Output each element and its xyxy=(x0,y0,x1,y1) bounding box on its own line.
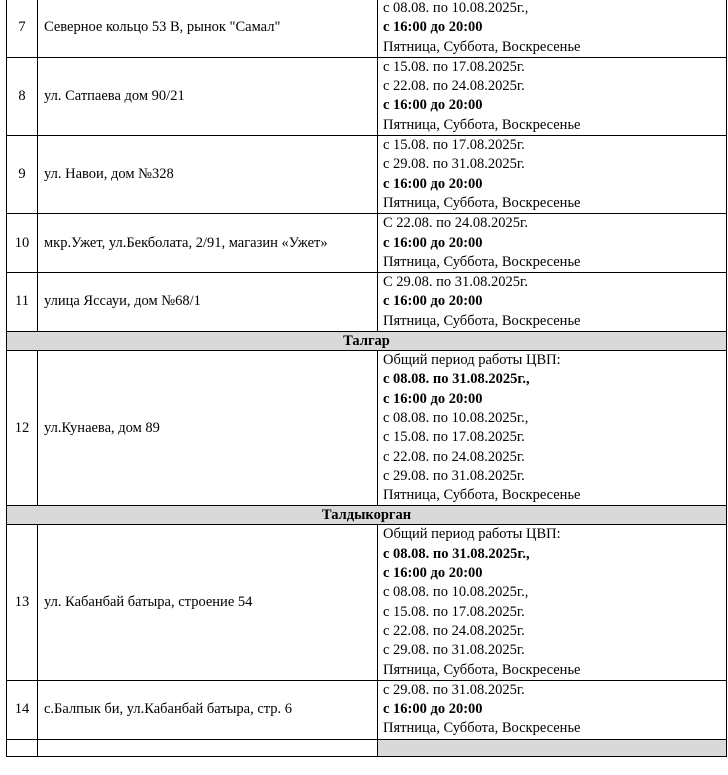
schedule-cell xyxy=(378,0,727,57)
schedule-line: с 22.08. по 24.08.2025г. xyxy=(383,622,525,639)
schedule-line-bold: с 16:00 до 20:00 xyxy=(383,19,483,36)
empty-cell xyxy=(38,739,378,756)
schedule-line-bold: с 16:00 до 20:00 xyxy=(383,293,483,310)
table-row xyxy=(7,136,727,214)
section-title: Талгар xyxy=(7,332,727,351)
schedule-line-bold: с 08.08. по 31.08.2025г., xyxy=(383,371,530,388)
table-row xyxy=(7,214,727,273)
schedule-line: Общий период работы ЦВП: xyxy=(383,352,561,369)
schedule-line: Пятница, Суббота, Воскресенье xyxy=(383,720,581,737)
schedule-line: С 22.08. по 24.08.2025г. xyxy=(383,215,528,232)
schedule-line: Пятница, Суббота, Воскресенье xyxy=(383,116,581,133)
row-number: 14 xyxy=(7,680,38,739)
row-number: 11 xyxy=(7,273,38,332)
schedule-cell xyxy=(378,680,727,739)
address-cell: ул. Кабанбай батыра, строение 54 xyxy=(38,525,378,680)
schedule-line: с 15.08. по 17.08.2025г. xyxy=(383,137,525,154)
schedule-line-bold: с 16:00 до 20:00 xyxy=(383,97,483,114)
schedule-line: Пятница, Суббота, Воскресенье xyxy=(383,487,581,504)
table-row xyxy=(7,0,727,57)
schedule-line: с 29.08. по 31.08.2025г. xyxy=(383,467,525,484)
table-row xyxy=(7,351,727,506)
schedule-line-bold: с 16:00 до 20:00 xyxy=(383,234,483,251)
schedule-line: Пятница, Суббота, Воскресенье xyxy=(383,312,581,329)
schedule-line: с 15.08. по 17.08.2025г. xyxy=(383,429,525,446)
table-row xyxy=(7,273,727,332)
address-cell: Северное кольцо 53 В, рынок "Самал" xyxy=(38,0,378,57)
schedule-line: с 08.08. по 10.08.2025г., xyxy=(383,0,529,16)
schedule-line: с 29.08. по 31.08.2025г. xyxy=(383,156,525,173)
schedule-table xyxy=(6,0,727,757)
row-number: 8 xyxy=(7,57,38,135)
schedule-cell xyxy=(378,273,727,332)
row-number: 13 xyxy=(7,525,38,680)
empty-cell xyxy=(7,739,38,756)
schedule-line: Пятница, Суббота, Воскресенье xyxy=(383,194,581,211)
row-number: 12 xyxy=(7,351,38,506)
address-cell: ул.Кунаева, дом 89 xyxy=(38,351,378,506)
schedule-cell xyxy=(378,57,727,135)
table-row xyxy=(7,525,727,680)
section-row xyxy=(7,332,727,351)
address-cell: ул. Сатпаева дом 90/21 xyxy=(38,57,378,135)
schedule-line: с 08.08. по 10.08.2025г., xyxy=(383,409,529,426)
schedule-table-body xyxy=(7,0,727,756)
schedule-line: с 15.08. по 17.08.2025г. xyxy=(383,603,525,620)
schedule-line: Общий период работы ЦВП: xyxy=(383,526,561,543)
address-cell: ул. Навои, дом №328 xyxy=(38,136,378,214)
table-row xyxy=(7,57,727,135)
schedule-line-bold: с 16:00 до 20:00 xyxy=(383,701,483,718)
schedule-line: с 22.08. по 24.08.2025г. xyxy=(383,78,525,95)
schedule-line: с 08.08. по 10.08.2025г., xyxy=(383,584,529,601)
empty-row xyxy=(7,739,727,756)
address-cell: с.Балпык би, ул.Кабанбай батыра, стр. 6 xyxy=(38,680,378,739)
schedule-line: Пятница, Суббота, Воскресенье xyxy=(383,38,581,55)
schedule-line: с 29.08. по 31.08.2025г. xyxy=(383,642,525,659)
schedule-line-bold: с 16:00 до 20:00 xyxy=(383,565,483,582)
row-number: 10 xyxy=(7,214,38,273)
table-row xyxy=(7,680,727,739)
address-cell: мкр.Ужет, ул.Бекболата, 2/91, магазин «Ужет» xyxy=(38,214,378,273)
schedule-line: с 15.08. по 17.08.2025г. xyxy=(383,58,525,75)
schedule-cell xyxy=(378,525,727,680)
schedule-line: с 22.08. по 24.08.2025г. xyxy=(383,448,525,465)
row-number: 9 xyxy=(7,136,38,214)
row-number: 7 xyxy=(7,0,38,57)
schedule-line-bold: с 16:00 до 20:00 xyxy=(383,390,483,407)
schedule-line: Пятница, Суббота, Воскресенье xyxy=(383,253,581,270)
schedule-cell xyxy=(378,136,727,214)
schedule-line-bold: с 08.08. по 31.08.2025г., xyxy=(383,545,530,562)
schedule-line: Пятница, Суббота, Воскресенье xyxy=(383,661,581,678)
empty-cell xyxy=(378,739,727,756)
schedule-line: С 29.08. по 31.08.2025г. xyxy=(383,274,528,291)
schedule-line: с 29.08. по 31.08.2025г. xyxy=(383,681,525,698)
address-cell: улица Яссауи, дом №68/1 xyxy=(38,273,378,332)
schedule-cell xyxy=(378,351,727,506)
schedule-cell xyxy=(378,214,727,273)
section-row xyxy=(7,506,727,525)
section-title: Талдыкорган xyxy=(7,506,727,525)
schedule-line-bold: с 16:00 до 20:00 xyxy=(383,175,483,192)
